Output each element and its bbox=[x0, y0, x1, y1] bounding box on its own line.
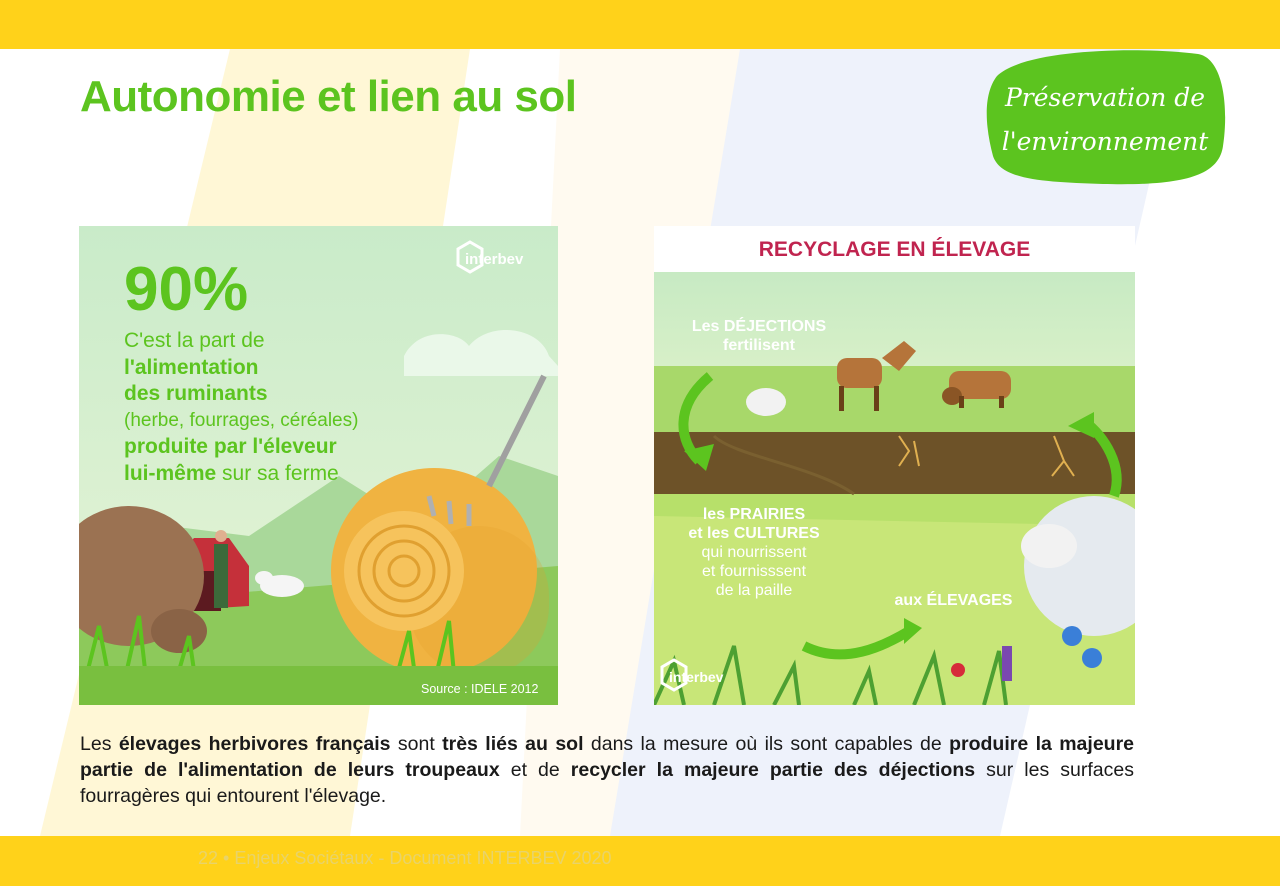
recycling-title: RECYCLAGE EN ÉLEVAGE bbox=[758, 238, 1031, 261]
source-label: Source : IDELE 2012 bbox=[421, 682, 539, 696]
svg-text:interbev: interbev bbox=[669, 669, 724, 685]
stat-description: C'est la part de l'alimentation des ruminants (herbe, fourrages, céréales) produite par l'éleveur lui-même sur sa ferme bbox=[124, 329, 359, 485]
infographic-recycling bbox=[654, 226, 1135, 705]
svg-text:interbev: interbev bbox=[465, 251, 524, 268]
badge-label: Préservation de l'environnement bbox=[1001, 83, 1209, 156]
interbev-logo bbox=[660, 656, 740, 696]
body-paragraph: Les élevages herbivores français sont très liés au sol dans la mesure où ils sont capables de produire la majeure partie de l'alimentation de leurs troupeaux et de recycler la majeure partie des déjections sur les surfaces fourragères qui entourent l'élevage. bbox=[80, 733, 1135, 807]
recycling-illustration bbox=[654, 226, 1135, 705]
label-dejections: Les DÉJECTIONS fertilisent bbox=[691, 318, 827, 354]
infographic-autonomy bbox=[79, 226, 558, 705]
page-title: Autonomie et lien au sol bbox=[80, 72, 577, 121]
page-footer: 22 • Enjeux Sociétaux - Document INTERBEV 2020 bbox=[198, 848, 612, 868]
top-yellow-band bbox=[0, 0, 1280, 49]
stat-value: 90% bbox=[124, 255, 249, 324]
label-prairies: les PRAIRIES et les CULTURES qui nourrissent et fournisssent de la paille bbox=[688, 506, 820, 599]
bottom-yellow-band bbox=[0, 836, 1280, 886]
label-elevages: aux ÉLEVAGES bbox=[894, 592, 1013, 609]
interbev-logo bbox=[456, 238, 548, 278]
